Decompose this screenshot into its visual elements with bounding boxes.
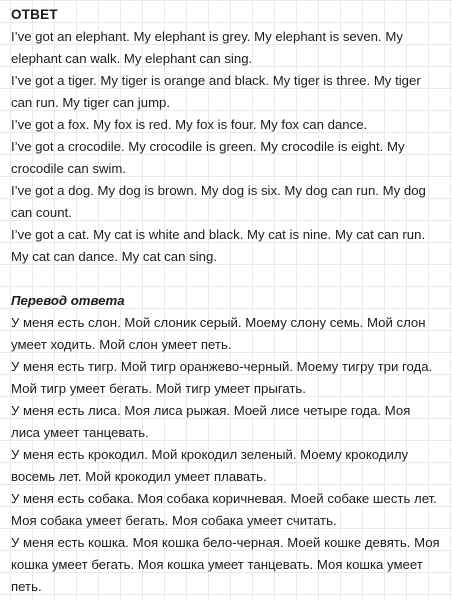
answer-section — [11, 4, 442, 268]
translation-paragraph-fox: У меня есть лиса. Моя лиса рыжая. Моей лисе четыре года. Моя лиса умеет танцевать. — [11, 403, 411, 440]
section-spacer — [11, 268, 442, 290]
answer-paragraph-dog: I’ve got a dog. My dog is brown. My dog is six. My dog can run. My dog can count. — [11, 183, 426, 220]
answer-heading: ОТВЕТ — [11, 7, 58, 22]
translation-section — [11, 290, 442, 598]
answer-paragraph-elephant: I’ve got an elephant. My elephant is grey. My elephant is seven. My elephant can walk. My elephant can sing. — [11, 29, 403, 66]
answer-paragraph-cat: I’ve got a cat. My cat is white and black. My cat is nine. My cat can run. My cat can dance. My cat can sing. — [11, 227, 426, 264]
translation-paragraph-dog: У меня есть собака. Моя собака коричневая. Моей собаке шесть лет. Моя собака умеет бегать. Моя собака умеет считать. — [11, 491, 437, 528]
answer-paragraph-fox: I’ve got a fox. My fox is red. My fox is four. My fox can dance. — [11, 117, 368, 132]
translation-paragraph-tiger: У меня есть тигр. Мой тигр оранжево-черный. Моему тигру три года. Мой тигр умеет бегать. Мой тигр умеет прыгать. — [11, 359, 433, 396]
translation-paragraph-elephant: У меня есть слон. Мой слоник серый. Моему слону семь. Мой слон умеет ходить. Мой слон умеет петь. — [11, 315, 426, 352]
answer-paragraph-crocodile: I’ve got a crocodile. My crocodile is green. My crocodile is eight. My crocodile can swim. — [11, 139, 405, 176]
answer-paragraph-tiger: I’ve got a tiger. My tiger is orange and black. My tiger is three. My tiger can run. My tiger can jump. — [11, 73, 421, 110]
translation-paragraph-cat: У меня есть кошка. Моя кошка бело-черная. Моей кошке девять. Моя кошка умеет бегать. Моя кошка умеет танцевать. Моя кошка умеет петь. — [11, 535, 440, 594]
translation-paragraph-crocodile: У меня есть крокодил. Мой крокодил зеленый. Моему крокодилу восемь лет. Мой крокодил умеет плавать. — [11, 447, 409, 484]
translation-heading: Перевод ответа — [11, 293, 125, 308]
